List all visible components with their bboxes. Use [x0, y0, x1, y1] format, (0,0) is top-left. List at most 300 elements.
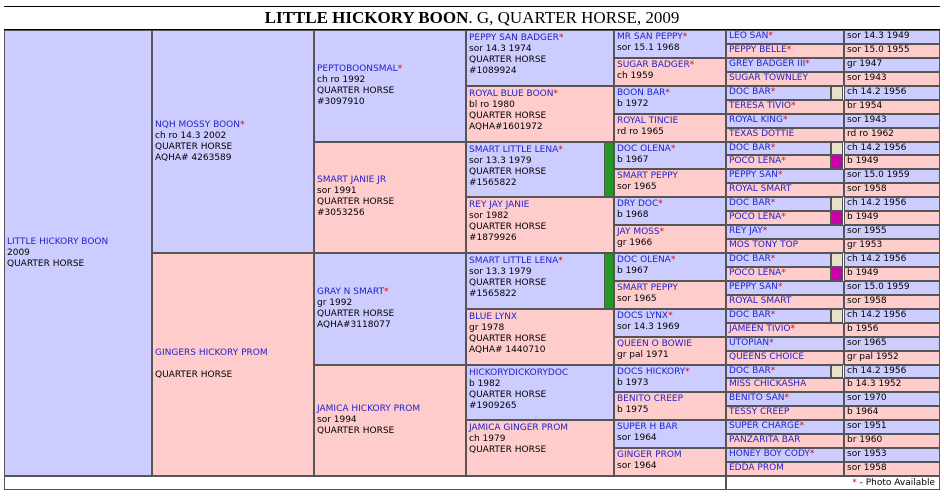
horse-detail-line: sor 15.0 1959: [847, 281, 910, 292]
horse-name-link[interactable]: POCO LENA: [729, 156, 782, 167]
horse-name-link[interactable]: NQH MOSSY BOON: [155, 119, 240, 130]
inbreeding-marker: [831, 142, 843, 156]
photo-star: *: [768, 31, 773, 41]
horse-detail-line: QUARTER HORSE: [317, 425, 395, 436]
great-grandparent-cell: [466, 30, 614, 86]
gen5-ancestor-info-cell: [844, 183, 940, 197]
photo-star: *: [558, 144, 563, 155]
photo-star: *: [658, 199, 663, 210]
gen5-ancestor-info-cell: [844, 462, 940, 476]
horse-detail-line: AQHA# 4263589: [155, 152, 232, 163]
horse-name-link[interactable]: BLUE LYNX: [469, 311, 518, 322]
gen5-ancestor-name-cell: [726, 267, 831, 281]
horse-name-link[interactable]: DOC OLENA: [617, 143, 671, 154]
horse-detail-line: AQHA#1601972: [469, 121, 543, 132]
horse-name-link[interactable]: HONEY BOY CODY: [729, 449, 810, 460]
horse-detail-line: sor 14.3 1949: [847, 31, 910, 41]
gen4-ancestor-cell: [614, 58, 726, 86]
gen4-name-row: [617, 171, 723, 182]
gen4-ancestor-cell: [614, 142, 726, 170]
horse-detail-line: sor 1994: [317, 414, 357, 425]
horse-detail-line: QUARTER HORSE: [7, 258, 85, 269]
gen5-ancestor-info-cell: [844, 281, 940, 295]
horse-name-link[interactable]: MOS TONY TOP: [729, 240, 799, 251]
photo-star: *: [791, 100, 796, 111]
horse-detail-line: sor 14.3 1969: [617, 321, 680, 332]
photo-star: *: [665, 87, 670, 98]
gen5-ancestor-info-cell: [844, 142, 940, 156]
inbreeding-marker: [831, 267, 843, 281]
gen4-ancestor-cell: [614, 281, 726, 309]
horse-detail-line: sor 15.0 1955: [847, 44, 910, 55]
horse-name-link[interactable]: MISS CHICKASHA: [729, 379, 807, 390]
horse-name-link[interactable]: EDDA PROM: [729, 463, 784, 474]
horse-detail-line: bl ro 1980: [469, 99, 515, 110]
great-grandparent-cell: [466, 365, 614, 421]
gen5-ancestor-info-cell: [844, 337, 940, 351]
horse-name-link[interactable]: PEPPY SAN: [729, 170, 778, 181]
gen5-ancestor-name-cell: [726, 155, 831, 169]
grandparent-cell-name-row: [317, 287, 463, 298]
photo-star: *: [689, 59, 695, 70]
gen4-name-row: [617, 199, 723, 210]
horse-detail-line: [155, 359, 311, 370]
gen5-ancestor-name-cell: [726, 239, 844, 253]
gen4-ancestor-cell: [614, 169, 726, 197]
horse-name-link[interactable]: DOC OLENA: [617, 255, 671, 265]
horse-name-link[interactable]: REY JAY: [729, 226, 763, 237]
horse-name-heading: LITTLE HICKORY BOON: [264, 8, 469, 27]
horse-detail-line: #3097910: [317, 96, 365, 107]
horse-name-link[interactable]: SMART PEPPY: [617, 282, 678, 293]
photo-star: *: [659, 227, 665, 238]
horse-name-link[interactable]: DRY DOC: [617, 199, 659, 210]
horse-name-link[interactable]: DOCS HICKORY: [617, 366, 686, 377]
horse-name-link[interactable]: DOC BAR: [729, 309, 771, 320]
horse-detail-line: b 1973: [617, 377, 649, 388]
gen5-ancestor-name-cell: [726, 128, 844, 142]
photo-star: *: [762, 226, 768, 237]
gen5-ancestor-info-cell: [844, 406, 940, 420]
horse-detail-line: sor 13.3 1979: [469, 267, 532, 277]
horse-detail-line: QUARTER HORSE: [155, 370, 233, 380]
gen4-ancestor-cell: [614, 225, 726, 253]
gen5-ancestor-info-cell: [844, 420, 940, 434]
inbreeding-marker: [831, 211, 843, 225]
gen4-name-row: [617, 311, 723, 322]
great-grandparent-cell-name-row: [469, 200, 611, 211]
horse-name-link[interactable]: ROYAL TINCIE: [617, 115, 679, 126]
gen5-ancestor-name-cell: [726, 392, 844, 406]
gen5-ancestor-info-cell: [844, 365, 940, 379]
great-grandparent-cell: [466, 253, 614, 309]
gen5-ancestor-info-cell: [844, 392, 940, 406]
photo-star: *: [809, 449, 815, 460]
horse-detail-line: ch 14.2 1956: [847, 86, 907, 97]
gen5-ancestor-name-cell: [726, 351, 844, 365]
great-grandparent-cell-name-row: [469, 368, 611, 379]
grandparent-cell-name-row: [317, 175, 463, 186]
gen5-ancestor-info-cell: [844, 378, 940, 392]
inbreeding-marker: [831, 155, 843, 169]
photo-star: *: [769, 337, 774, 348]
horse-detail-line: sor 1958: [847, 463, 887, 474]
horse-name-link[interactable]: DOC BAR: [729, 86, 771, 97]
horse-detail-line: #1879926: [469, 233, 517, 244]
gen5-ancestor-info-cell: [844, 211, 940, 225]
gen5-ancestor-name-cell: [726, 44, 844, 58]
horse-detail-line: QUARTER HORSE: [469, 389, 547, 400]
sire-dam-cell: [152, 253, 314, 476]
horse-name-link[interactable]: HICKORYDICKORYDOC: [469, 367, 569, 378]
inbreeding-marker: [604, 253, 614, 309]
grandparent-cell: [314, 253, 466, 365]
great-grandparent-cell: [466, 142, 614, 198]
photo-star: *: [790, 323, 795, 334]
horse-detail-line: sor 14.3 1974: [469, 44, 532, 54]
horse-detail-line: QUARTER HORSE: [317, 85, 395, 96]
horse-detail-line: gr 1966: [617, 238, 653, 249]
horse-detail-line: gr 1953: [847, 240, 883, 251]
horse-detail-line: ch 14.2 1956: [847, 198, 907, 209]
horse-name-link[interactable]: TERESA TIVIO: [729, 100, 792, 111]
horse-name-link[interactable]: PEPPY SAN BADGER: [469, 33, 559, 43]
gen4-ancestor-cell: [614, 365, 726, 393]
gen5-ancestor-name-cell: [726, 225, 844, 239]
horse-name-link[interactable]: GINGERS HICKORY PROM: [155, 348, 268, 358]
great-grandparent-cell: [466, 86, 614, 142]
photo-star: *: [770, 254, 776, 264]
photo-star: *: [781, 156, 786, 167]
horse-detail-line: sor 1991: [317, 186, 357, 197]
horse-detail-line: b 1964: [847, 407, 879, 418]
horse-detail-line: br 1954: [847, 100, 883, 111]
gen4-name-row: [617, 339, 723, 350]
horse-name-link[interactable]: PANZARITA BAR: [729, 435, 801, 446]
horse-detail-line: sor 15.0 1959: [847, 170, 910, 181]
photo-star: *: [782, 114, 788, 125]
horse-detail-line: ch 14.2 1956: [847, 365, 907, 376]
photo-star: *: [558, 256, 563, 266]
gen5-ancestor-info-cell: [844, 169, 940, 183]
great-grandparent-cell-name-row: [469, 312, 611, 323]
gen4-name-row: [617, 394, 723, 405]
gen5-ancestor-info-cell: [844, 72, 940, 86]
great-grandparent-cell-name-row: [469, 145, 611, 156]
inbreeding-marker: [831, 86, 843, 100]
gen5-ancestor-info-cell: [844, 114, 940, 128]
horse-detail-line: QUARTER HORSE: [317, 197, 395, 208]
horse-detail-line: sor 1964: [617, 433, 657, 444]
gen4-name-row: [617, 450, 723, 461]
horse-detail-line: gr 1992: [317, 297, 353, 308]
photo-star: *: [240, 119, 245, 130]
horse-name-link[interactable]: DOC BAR: [729, 142, 771, 153]
gen5-ancestor-info-cell: [844, 30, 940, 44]
grandparent-cell: [314, 365, 466, 477]
gen5-ancestor-info-cell: [844, 323, 940, 337]
horse-name-link[interactable]: QUEENS CHOICE: [729, 351, 805, 362]
great-grandparent-cell-name-row: [469, 89, 611, 100]
gen5-ancestor-name-cell: [726, 295, 844, 309]
horse-detail-line: rd ro 1962: [847, 128, 894, 139]
grandparent-cell-name-row: [317, 64, 463, 75]
horse-name-link[interactable]: GRAY N SMART: [317, 286, 385, 297]
horse-detail-line: b 1968: [617, 210, 649, 221]
horse-detail-line: #1089924: [469, 66, 517, 76]
horse-detail-line: sor 15.1 1968: [617, 43, 680, 53]
horse-name-link[interactable]: JAMEEN TIVIO: [729, 323, 791, 334]
horse-name-link[interactable]: DOCS LYNX: [617, 310, 669, 321]
horse-name-link[interactable]: SMART JANIE JR: [317, 175, 387, 186]
horse-details-heading: . G, QUARTER HORSE, 2009: [468, 8, 680, 27]
gen5-ancestor-name-cell: [726, 72, 844, 86]
photo-star: *: [784, 393, 789, 404]
horse-detail-line: sor 1958: [847, 295, 887, 306]
grandparent-cell: [314, 30, 466, 142]
great-grandparent-cell-name-row: [469, 256, 611, 267]
gen5-ancestor-name-cell: [726, 462, 844, 476]
gen5-ancestor-name-cell: [726, 448, 844, 462]
horse-name-link[interactable]: BENITO SAN: [729, 393, 785, 404]
gen4-ancestor-cell: [614, 337, 726, 365]
gen4-ancestor-cell: [614, 420, 726, 448]
grandparent-cell-name-row: [317, 404, 463, 415]
sire-dam-cell-name-row: [155, 348, 311, 359]
horse-name-link[interactable]: TESSY CREEP: [729, 407, 790, 418]
gen4-name-row: [617, 144, 723, 155]
gen4-ancestor-cell: [614, 197, 726, 225]
horse-detail-line: QUARTER HORSE: [469, 110, 547, 121]
gen5-ancestor-info-cell: [844, 44, 940, 58]
photo-star: *: [799, 421, 805, 432]
horse-name-link[interactable]: SMART LITTLE LENA: [469, 256, 559, 266]
horse-name-link[interactable]: SMART PEPPY: [617, 171, 678, 182]
gen4-ancestor-cell: [614, 253, 726, 281]
horse-name-link[interactable]: UTOPIAN: [729, 337, 770, 348]
horse-name-link[interactable]: LEO SAN: [729, 31, 769, 41]
horse-detail-line: AQHA# 1440710: [469, 344, 546, 355]
gen4-ancestor-cell: [614, 114, 726, 142]
gen5-ancestor-name-cell: [726, 211, 831, 225]
photo-star: *: [777, 170, 783, 181]
horse-name-link[interactable]: ROYAL BLUE BOON: [469, 88, 554, 99]
great-grandparent-cell-name-row: [469, 33, 611, 44]
gen5-ancestor-info-cell: [844, 267, 940, 281]
gen5-ancestor-info-cell: [844, 448, 940, 462]
horse-detail-line: QUARTER HORSE: [469, 222, 547, 233]
gen5-ancestor-name-cell: [726, 434, 844, 448]
gen5-ancestor-name-cell: [726, 114, 844, 128]
horse-detail-line: ch 1959: [617, 70, 654, 81]
horse-detail-line: b 1949: [847, 267, 879, 278]
photo-star: *: [682, 32, 688, 42]
horse-detail-line: b 1949: [847, 156, 879, 167]
horse-detail-line: 2009: [7, 247, 30, 258]
horse-name-link[interactable]: PEPPY SAN: [729, 281, 778, 292]
horse-name-link[interactable]: MR SAN PEPPY: [617, 32, 683, 42]
great-grandparent-cell-name-row: [469, 423, 611, 434]
horse-detail-line: sor 1943: [847, 114, 887, 125]
gen5-ancestor-info-cell: [844, 155, 940, 169]
horse-detail-line: b 1975: [617, 405, 649, 416]
horse-name-link[interactable]: SUPER CHARGE: [729, 421, 800, 432]
horse-name-link[interactable]: POCO LENA: [729, 267, 782, 278]
gen4-name-row: [617, 422, 723, 433]
inbreeding-marker: [831, 197, 843, 211]
gen5-ancestor-info-cell: [844, 434, 940, 448]
gen5-ancestor-info-cell: [844, 295, 940, 309]
horse-detail-line: gr pal 1971: [617, 349, 669, 360]
gen4-name-row: [617, 88, 723, 99]
horse-name-link[interactable]: DOC BAR: [729, 254, 771, 264]
horse-name-link[interactable]: PEPPY BELLE: [729, 44, 787, 55]
inbreeding-marker: [604, 142, 614, 198]
horse-name-link[interactable]: REY JAY JANIE: [469, 200, 530, 211]
horse-detail-line: b 1972: [617, 98, 649, 109]
photo-star: *: [668, 310, 673, 321]
gen5-ancestor-name-cell: [726, 281, 844, 295]
great-grandparent-cell: [466, 420, 614, 476]
horse-detail-line: sor 1951: [847, 421, 887, 432]
horse-detail-line: sor 1943: [847, 72, 887, 83]
horse-name-link[interactable]: JAY MOSS: [617, 227, 660, 238]
horse-detail-line: b 1967: [617, 154, 649, 165]
horse-detail-line: rd ro 1965: [617, 126, 664, 137]
grandparent-cell: [314, 142, 466, 254]
horse-name-link[interactable]: ROYAL KING: [729, 114, 783, 125]
gen5-ancestor-name-cell: [726, 420, 844, 434]
gen5-ancestor-name-cell: [726, 365, 831, 379]
photo-star: *: [685, 366, 690, 377]
gen5-ancestor-info-cell: [844, 100, 940, 114]
horse-name-link[interactable]: JAMICA HICKORY PROM: [317, 403, 421, 414]
legend-text: - Photo Available: [856, 478, 935, 488]
sire-dam-cell: [152, 30, 314, 253]
horse-detail-line: sor 1964: [617, 461, 657, 472]
gen4-name-row: [617, 32, 723, 43]
gen4-ancestor-cell: [614, 448, 726, 476]
horse-detail-line: b 1949: [847, 212, 879, 223]
gen4-name-row: [617, 116, 723, 127]
gen5-ancestor-info-cell: [844, 197, 940, 211]
gen5-ancestor-name-cell: [726, 86, 831, 100]
horse-detail-line: b 1967: [617, 266, 649, 276]
horse-detail-line: sor 13.3 1979: [469, 155, 532, 166]
horse-detail-line: b 1982: [469, 378, 501, 389]
horse-name-link[interactable]: GINGER PROM: [617, 450, 682, 461]
horse-name-link[interactable]: SUPER H BAR: [617, 422, 678, 433]
gen5-ancestor-info-cell: [844, 128, 940, 142]
horse-detail-line: ch 14.2 1956: [847, 142, 907, 153]
horse-detail-line: sor 1953: [847, 449, 887, 460]
gen5-ancestor-name-cell: [726, 183, 844, 197]
subject-horse-cell: [4, 30, 152, 476]
horse-detail-line: ch 14.2 1956: [847, 254, 907, 264]
great-grandparent-cell: [466, 309, 614, 365]
horse-name-link[interactable]: GREY BADGER III: [729, 58, 806, 69]
photo-star: *: [770, 198, 776, 209]
horse-name-link[interactable]: POCO LENA: [729, 212, 782, 223]
horse-name-link[interactable]: DOC BAR: [729, 198, 771, 209]
gen4-name-row: [617, 227, 723, 238]
gen4-ancestor-cell: [614, 30, 726, 58]
top-rule: [4, 6, 940, 7]
gen4-name-row: [617, 60, 723, 71]
horse-detail-line: b 1956: [847, 323, 879, 334]
horse-detail-line: QUARTER HORSE: [469, 445, 547, 456]
great-grandparent-cell: [466, 197, 614, 253]
horse-name-link[interactable]: BENITO CREEP: [617, 394, 684, 405]
gen4-ancestor-cell: [614, 309, 726, 337]
horse-name-link[interactable]: TEXAS DOTTIE: [729, 128, 795, 139]
horse-name-link[interactable]: BOON BAR: [617, 87, 666, 98]
photo-star: *: [397, 63, 403, 74]
gen5-ancestor-info-cell: [844, 239, 940, 253]
horse-detail-line: sor 1965: [617, 293, 657, 304]
photo-star: *: [781, 212, 786, 223]
gen5-ancestor-name-cell: [726, 323, 844, 337]
horse-name-link[interactable]: JAMICA GINGER PROM: [469, 423, 569, 434]
horse-detail-line: sor 1965: [847, 337, 887, 348]
photo-legend: [726, 476, 940, 490]
gen4-name-row: [617, 367, 723, 378]
horse-detail-line: b 14.3 1952: [847, 379, 902, 390]
horse-detail-line: gr 1947: [847, 58, 883, 69]
horse-detail-line: br 1960: [847, 435, 883, 446]
gen4-ancestor-cell: [614, 392, 726, 420]
horse-name-link[interactable]: ROYAL SMART: [729, 184, 792, 195]
gen5-ancestor-name-cell: [726, 337, 844, 351]
gen5-ancestor-info-cell: [844, 309, 940, 323]
legend-star: *: [852, 478, 857, 488]
photo-star: *: [781, 267, 786, 278]
horse-name-link[interactable]: ROYAL SMART: [729, 295, 792, 306]
photo-star: *: [786, 44, 792, 55]
horse-detail-line: sor 1955: [847, 226, 887, 237]
gen5-ancestor-info-cell: [844, 351, 940, 365]
photo-star: *: [670, 143, 676, 154]
horse-detail-line: AQHA#3118077: [317, 319, 391, 330]
horse-detail-line: ch 14.2 1956: [847, 309, 907, 320]
horse-detail-line: QUARTER HORSE: [469, 278, 547, 288]
horse-detail-line: #1565822: [469, 177, 517, 188]
gen5-ancestor-name-cell: [726, 406, 844, 420]
horse-name-link[interactable]: LITTLE HICKORY BOON: [7, 236, 109, 247]
gen5-ancestor-info-cell: [844, 86, 940, 100]
photo-star: *: [805, 58, 810, 69]
gen5-ancestor-name-cell: [726, 58, 844, 72]
horse-detail-line: QUARTER HORSE: [469, 333, 547, 344]
subject-horse-cell-name-row: [7, 237, 149, 248]
horse-name-link[interactable]: SUGAR TOWNLEY: [729, 72, 808, 83]
horse-name-link[interactable]: DOC BAR: [729, 365, 771, 376]
horse-name-link[interactable]: SMART LITTLE LENA: [469, 144, 559, 155]
horse-name-link[interactable]: SUGAR BADGER: [617, 59, 690, 70]
gen4-name-row: [617, 255, 723, 266]
gen5-ancestor-name-cell: [726, 309, 831, 323]
horse-detail-line: #1909265: [469, 400, 517, 411]
photo-star: *: [770, 309, 776, 320]
horse-name-link[interactable]: QUEEN O BOWIE: [617, 338, 692, 349]
horse-name-link[interactable]: PEPTOBOONSMAL: [317, 63, 398, 74]
gen5-ancestor-name-cell: [726, 253, 831, 267]
gen5-ancestor-info-cell: [844, 253, 940, 267]
horse-detail-line: QUARTER HORSE: [469, 55, 547, 65]
gen5-ancestor-name-cell: [726, 30, 844, 44]
inbreeding-marker: [831, 365, 843, 379]
pedigree-title: [0, 8, 944, 28]
